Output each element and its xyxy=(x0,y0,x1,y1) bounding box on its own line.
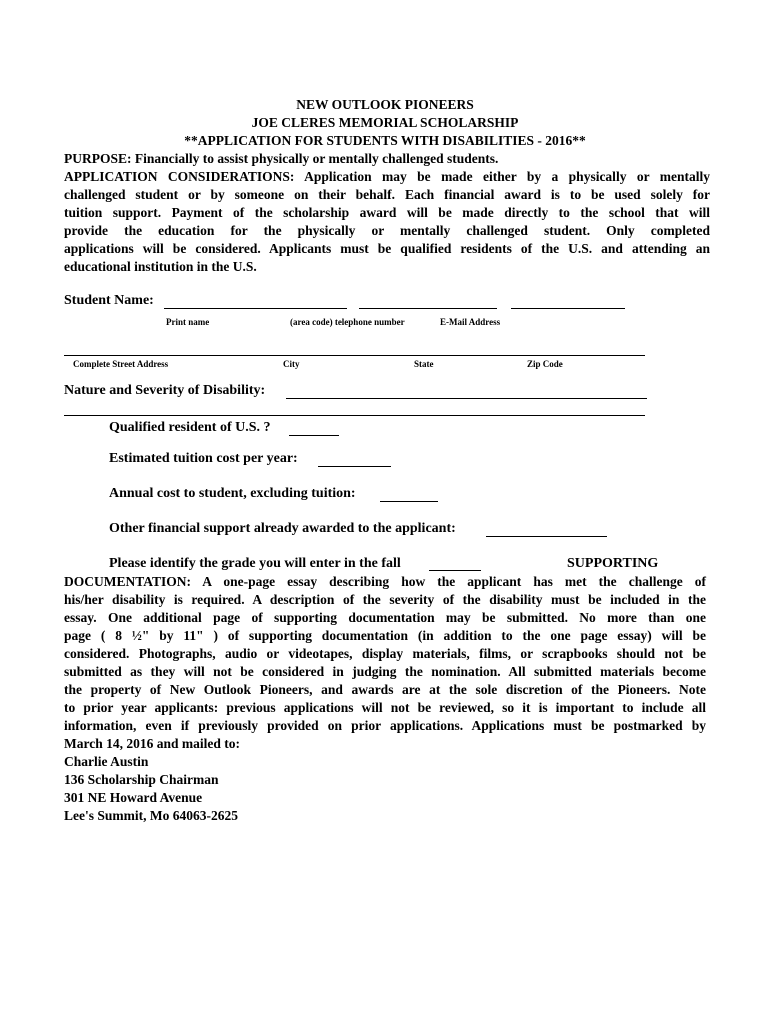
address-field[interactable] xyxy=(64,355,645,356)
documentation-line: submitted as they will not be considered in judging the nomination. All submitted materials become xyxy=(64,664,706,679)
mailing-street: 301 NE Howard Avenue xyxy=(64,790,203,805)
disability-field-line2[interactable] xyxy=(64,415,645,416)
city-caption: City xyxy=(283,359,300,369)
considerations-line: provide the education for the physically or mentally challenged student. Only completed xyxy=(64,223,710,238)
email-caption: E-Mail Address xyxy=(440,317,501,327)
documentation-line: considered. Photographs, audio or videotapes, display materials, films, or scrapbooks should not be xyxy=(64,646,706,661)
print-name-field[interactable] xyxy=(164,308,347,309)
grade-label: Please identify the grade you will enter in the fall xyxy=(109,556,401,571)
documentation-line: DOCUMENTATION: A one-page essay describing how the applicant has met the challenge of xyxy=(64,574,706,589)
disability-label: Nature and Severity of Disability: xyxy=(64,383,266,398)
other-support-label: Other financial support already awarded to the applicant: xyxy=(109,521,456,536)
annual-cost-label: Annual cost to student, excluding tuition: xyxy=(109,486,356,501)
considerations-line: applications will be considered. Applicants must be qualified residents of the U.S. and attending an xyxy=(64,241,710,256)
documentation-line: page ( 8 ½" by 11" ) of supporting documentation (in addition to the one page essay) will be xyxy=(64,628,706,643)
tuition-field[interactable] xyxy=(318,466,391,467)
application-title: **APPLICATION FOR STUDENTS WITH DISABILITIES - 2016** xyxy=(184,133,586,148)
org-title: NEW OUTLOOK PIONEERS xyxy=(296,97,474,112)
student-name-label: Student Name: xyxy=(64,293,154,308)
documentation-line: to prior year applicants: previous applications will not be reviewed, so it is important to include all xyxy=(64,700,706,715)
purpose-text: PURPOSE: Financially to assist physically or mentally challenged students. xyxy=(64,151,499,166)
tuition-label: Estimated tuition cost per year: xyxy=(109,451,298,466)
mailing-city: Lee's Summit, Mo 64063-2625 xyxy=(64,808,238,823)
documentation-line: information, even if previously provided on prior applications. Applications must be postmarked by xyxy=(64,718,706,733)
mailing-name: Charlie Austin xyxy=(64,754,149,769)
telephone-field[interactable] xyxy=(359,308,497,309)
considerations-line: educational institution in the U.S. xyxy=(64,259,257,274)
grade-field[interactable] xyxy=(429,570,481,571)
considerations-line: challenged student or by someone on their behalf. Each financial award is to be used solely for xyxy=(64,187,710,202)
qualified-label: Qualified resident of U.S. ? xyxy=(109,420,271,435)
print-name-caption: Print name xyxy=(166,317,210,327)
documentation-line: the property of New Outlook Pioneers, and awards are at the sole discretion of the Pioneers. Note xyxy=(64,682,706,697)
zip-caption: Zip Code xyxy=(527,359,563,369)
email-field[interactable] xyxy=(511,308,625,309)
documentation-section xyxy=(64,573,706,825)
other-support-field[interactable] xyxy=(486,536,607,537)
purpose-section xyxy=(64,150,710,276)
disability-field[interactable] xyxy=(286,398,647,399)
state-caption: State xyxy=(414,359,434,369)
street-caption: Complete Street Address xyxy=(73,359,169,369)
documentation-line: essay. One additional page of supporting documentation may be submitted. No more than one xyxy=(64,610,706,625)
scholarship-title: JOE CLERES MEMORIAL SCHOLARSHIP xyxy=(251,115,519,130)
annual-cost-field[interactable] xyxy=(380,501,438,502)
considerations-line: APPLICATION CONSIDERATIONS: Application may be made either by a physically or mentally xyxy=(64,169,710,184)
documentation-line: March 14, 2016 and mailed to: xyxy=(64,736,240,751)
documentation-line: his/her disability is required. A description of the severity of the disability must be included in the xyxy=(64,592,706,607)
mailing-title: 136 Scholarship Chairman xyxy=(64,772,219,787)
qualified-field[interactable] xyxy=(289,435,339,436)
supporting-heading: SUPPORTING xyxy=(567,556,659,571)
form-heading xyxy=(0,96,770,150)
considerations-line: tuition support. Payment of the scholarship award will be made directly to the school that will xyxy=(64,205,710,220)
telephone-caption: (area code) telephone number xyxy=(290,317,405,327)
